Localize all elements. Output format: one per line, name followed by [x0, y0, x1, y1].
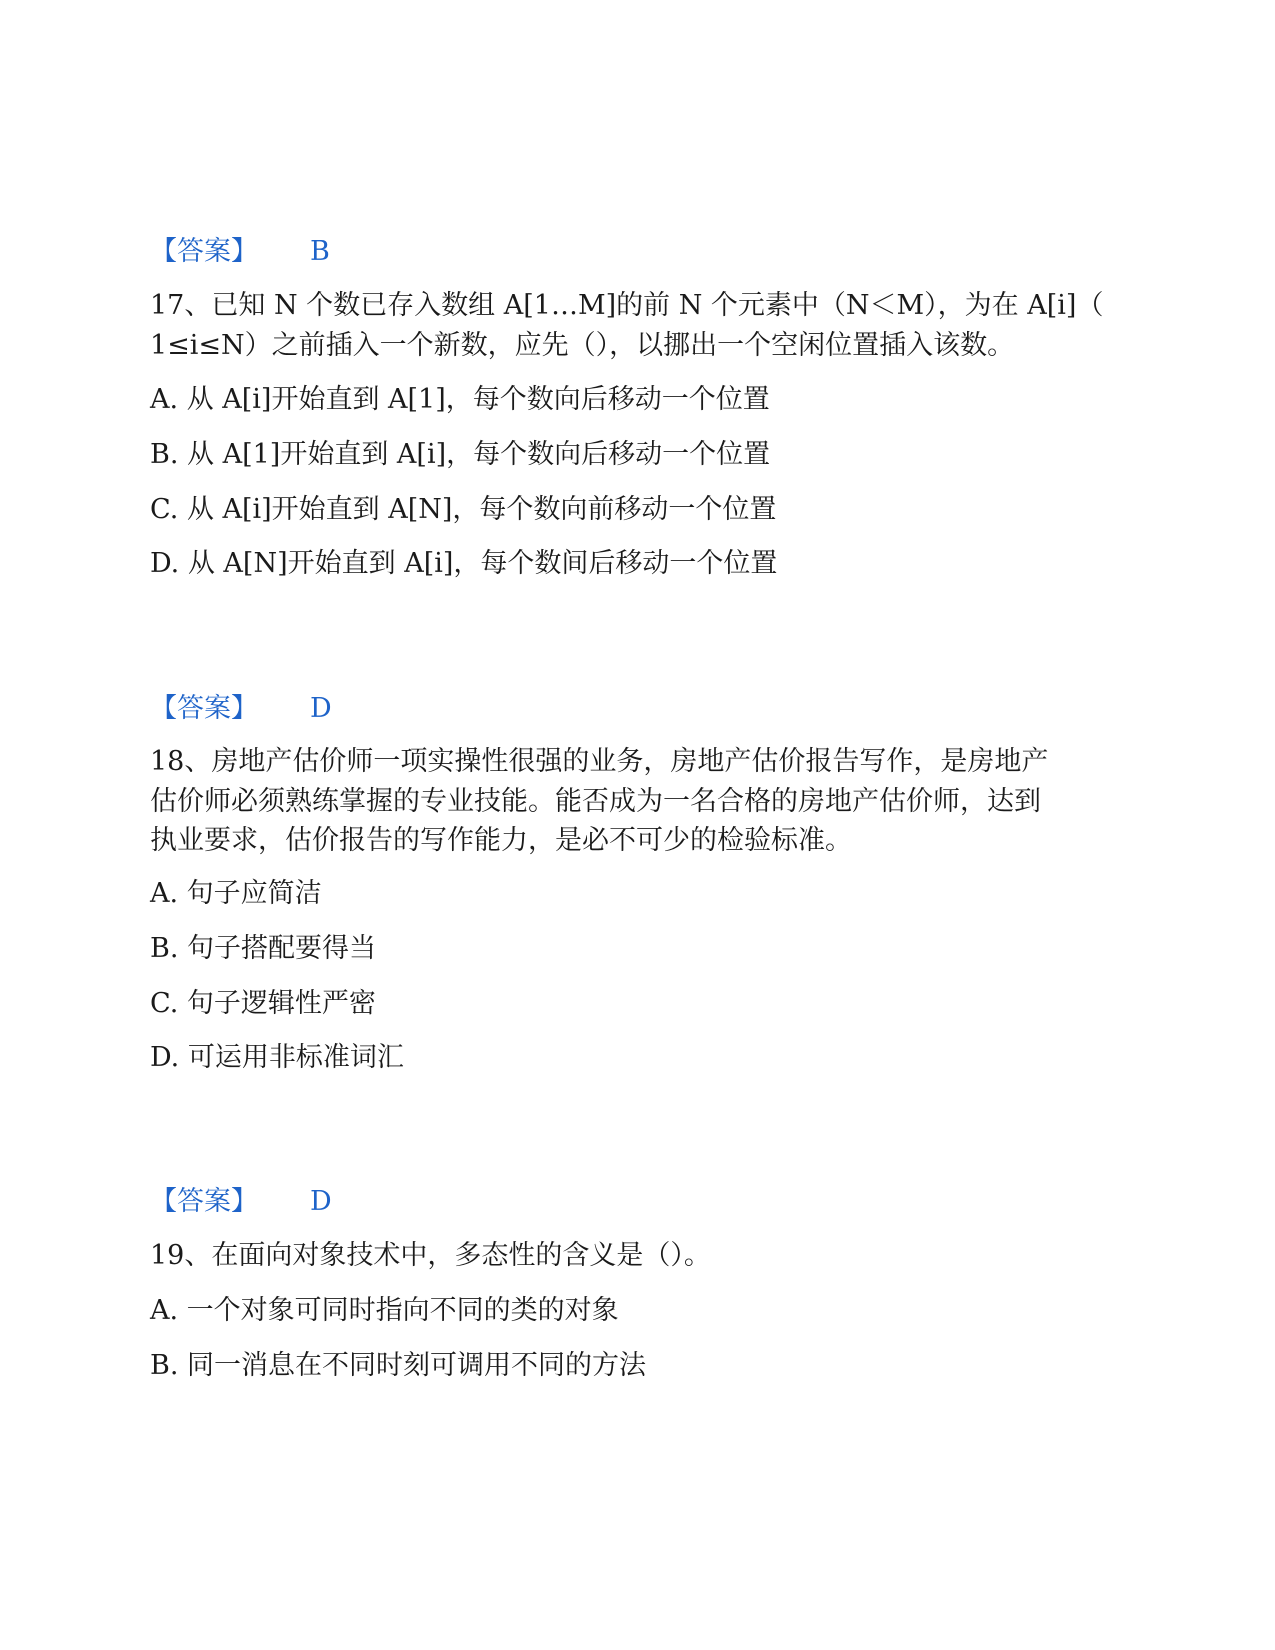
question-19-option-b: B. 同一消息在不同时刻可调用不同的方法	[150, 1350, 647, 1381]
answer-value: D	[310, 1186, 332, 1217]
question-17-line-1: 17、已知 N 个数已存入数组 A[1…M]的前 N 个元素中（N＜M），为在 A[i]（	[150, 290, 1104, 321]
question-17-option-b: B. 从 A[1]开始直到 A[i]，每个数向后移动一个位置	[150, 439, 771, 470]
question-19-option-a: A. 一个对象可同时指向不同的类的对象	[150, 1295, 619, 1326]
question-18-option-d: D. 可运用非标准词汇	[150, 1042, 404, 1073]
question-17-option-d: D. 从 A[N]开始直到 A[i]，每个数间后移动一个位置	[150, 548, 778, 579]
question-18-option-b: B. 句子搭配要得当	[150, 933, 377, 964]
question-18-line-3: 执业要求，估价报告的写作能力，是必不可少的检验标准。	[150, 825, 852, 856]
question-18-line-2: 估价师必须熟练掌握的专业技能。能否成为一名合格的房地产估价师，达到	[150, 786, 1041, 817]
answer-label: 【答案】	[150, 236, 258, 267]
question-18-option-a: A. 句子应简洁	[150, 878, 322, 909]
question-18-option-c: C. 句子逻辑性严密	[150, 988, 376, 1019]
answer-value: D	[310, 693, 332, 724]
question-18-line-1: 18、房地产估价师一项实操性很强的业务，房地产估价报告写作，是房地产	[150, 746, 1049, 777]
question-19-line-1: 19、在面向对象技术中，多态性的含义是（）。	[150, 1240, 711, 1271]
answer-line	[150, 1182, 332, 1222]
answer-label: 【答案】	[150, 693, 258, 724]
answer-label: 【答案】	[150, 1186, 258, 1217]
question-17-option-c: C. 从 A[i]开始直到 A[N]，每个数向前移动一个位置	[150, 494, 777, 525]
question-17-line-2: 1≤i≤N）之前插入一个新数，应先（），以挪出一个空闲位置插入该数。	[150, 330, 1015, 361]
answer-line	[150, 232, 330, 272]
answer-value: B	[310, 236, 330, 267]
answer-line	[150, 689, 332, 729]
question-17-option-a: A. 从 A[i]开始直到 A[1]，每个数向后移动一个位置	[150, 384, 770, 415]
